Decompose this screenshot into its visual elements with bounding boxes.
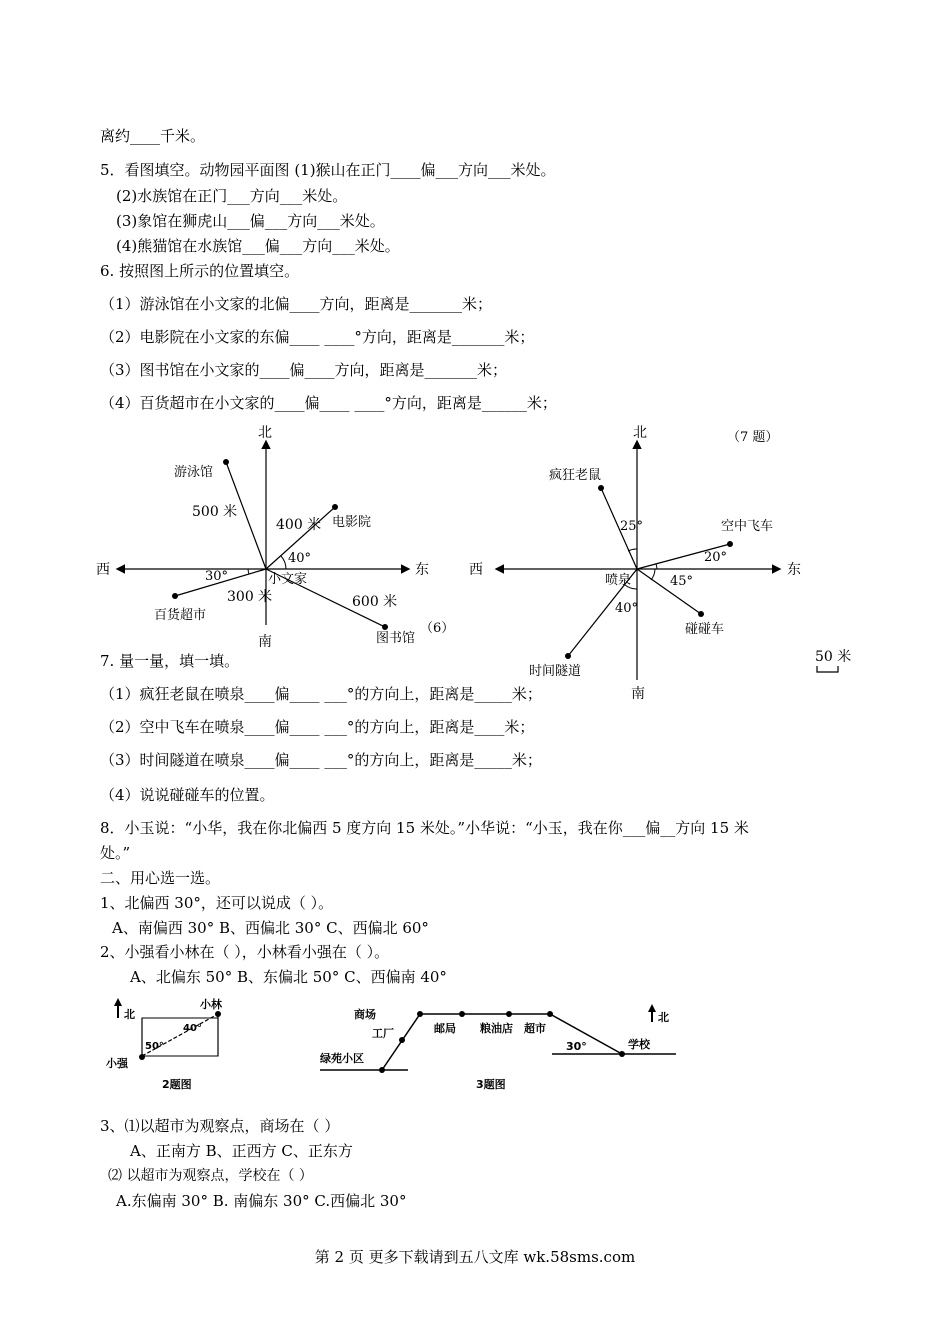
question-7-2: （2）空中飞车在喷泉____偏____ ___°的方向上，距离是____米； [100, 718, 535, 736]
figure-6-compass [90, 420, 455, 652]
question-6-3: （3）图书馆在小文家的____偏____方向，距离是_______米； [100, 361, 508, 379]
angle-bottom: 50° [145, 1041, 164, 1052]
section-2-heading: 二、用心选一选。 [100, 869, 221, 887]
choice-3-2-options: A.东偏南 30° B. 南偏东 30° C.西偏北 30° [116, 1192, 407, 1210]
figure-7-compass [465, 418, 865, 700]
store-angle: 30° [205, 569, 229, 584]
question-8: 8．小玉说：“小华，我在你北偏西 5 度方向 15 米处。”小华说：“小玉，我在你___偏__方向 15 米 [100, 819, 749, 837]
swim-label: 游泳馆 [174, 465, 214, 480]
scale-label: 50 米 [815, 649, 852, 665]
cinema-label: 电影院 [332, 515, 372, 530]
factory-label: 工厂 [372, 1027, 394, 1040]
post-label: 邮局 [434, 1022, 456, 1035]
north-label: 北 [658, 1011, 669, 1024]
choice-3-1: 3、⑴以超市为观察点，商场在（ ） [100, 1117, 340, 1135]
tunnel-label: 时间隧道 [529, 664, 582, 679]
north-label: 北 [258, 425, 272, 441]
choice-1-options: A、南偏西 30° B、西偏北 30° C、西偏北 60° [112, 919, 429, 937]
question-6-2: （2）电影院在小文家的东偏____ ____°方向，距离是_______米； [100, 328, 535, 346]
question-7-3: （3）时间隧道在喷泉____偏____ ___°的方向上，距离是_____米； [100, 751, 542, 769]
library-distance: 600 米 [352, 594, 398, 610]
east-label: 东 [415, 562, 429, 578]
angle-top: 40° [183, 1023, 202, 1034]
library-label: 图书馆 [376, 631, 416, 646]
angle-label: 30° [566, 1040, 587, 1053]
choice-3-2: ⑵ 以超市为观察点，学校在（ ） [108, 1168, 313, 1184]
question-5-3: (3)象馆在狮虎山___偏___方向___米处。 [116, 212, 385, 230]
south-label: 南 [258, 634, 272, 650]
text-line: 离约____千米。 [100, 127, 206, 145]
north-label: 北 [633, 425, 647, 441]
swim-distance: 500 米 [192, 504, 238, 520]
west-label: 西 [96, 562, 110, 578]
question-6-1: （1）游泳馆在小文家的北偏____方向，距离是_______米； [100, 295, 493, 313]
figure-3 [316, 1002, 686, 1094]
grain-label: 粮油店 [480, 1022, 513, 1035]
mouse-angle: 25° [620, 519, 644, 534]
page-footer: 第 2 页 更多下载请到五八文库 wk.58sms.com [314, 1248, 636, 1266]
question-6: 6. 按照图上所示的位置填空。 [100, 262, 300, 280]
figure-2 [104, 996, 244, 1092]
bumper-label: 碰碰车 [685, 622, 725, 637]
south-label: 南 [631, 686, 645, 702]
store-label: 百货超市 [154, 608, 207, 623]
xiaoqiang-label: 小强 [106, 1057, 128, 1070]
question-5-2: (2)水族馆在正门___方向___米处。 [116, 187, 348, 205]
question-5-4: (4)熊猫馆在水族馆___偏___方向___米处。 [116, 237, 400, 255]
question-8-cont: 处。” [100, 844, 131, 862]
cinema-angle: 40° [288, 551, 312, 566]
bumper-angle: 45° [670, 574, 694, 589]
mouse-label: 疯狂老鼠 [549, 468, 602, 483]
flyer-angle: 20° [704, 550, 728, 565]
west-label: 西 [469, 562, 483, 578]
figure-tag: （6） [420, 621, 455, 636]
choice-2-options: A、北偏东 50° B、东偏北 50° C、西偏南 40° [130, 968, 447, 986]
question-7-1: （1）疯狂老鼠在喷泉____偏____ ___°的方向上，距离是_____米； [100, 685, 542, 703]
question-6-4: （4）百货超市在小文家的____偏____ ____°方向，距离是______米； [100, 394, 557, 412]
figure-tag: （7 题） [727, 430, 779, 445]
figure-caption: 2题图 [162, 1078, 192, 1091]
question-7: 7. 量一量，填一填。 [100, 652, 240, 670]
store-distance: 300 米 [227, 589, 273, 605]
market-label: 超市 [524, 1022, 546, 1035]
center-label: 喷泉 [605, 573, 632, 588]
community-label: 绿苑小区 [320, 1052, 364, 1065]
mall-label: 商场 [354, 1008, 376, 1021]
scale-bar [817, 666, 838, 672]
tunnel-angle: 40° [615, 601, 639, 616]
center-label: 小文家 [268, 572, 308, 587]
choice-3-1-options: A、正南方 B、正西方 C、正东方 [130, 1142, 353, 1160]
choice-1: 1、北偏西 30°，还可以说成（ ）。 [100, 894, 334, 912]
figure-caption: 3题图 [476, 1078, 506, 1091]
east-label: 东 [787, 562, 801, 578]
cinema-distance: 400 米 [276, 517, 322, 533]
xiaolin-label: 小林 [200, 998, 222, 1011]
choice-2: 2、小强看小林在（ ），小林看小强在（ ）。 [100, 943, 390, 961]
question-7-4: （4）说说碰碰车的位置。 [100, 786, 275, 804]
flyer-label: 空中飞车 [721, 519, 774, 534]
question-5: 5．看图填空。动物园平面图 (1)猴山在正门____偏___方向___米处。 [100, 161, 556, 179]
north-label: 北 [124, 1008, 135, 1021]
school-label: 学校 [628, 1038, 650, 1051]
